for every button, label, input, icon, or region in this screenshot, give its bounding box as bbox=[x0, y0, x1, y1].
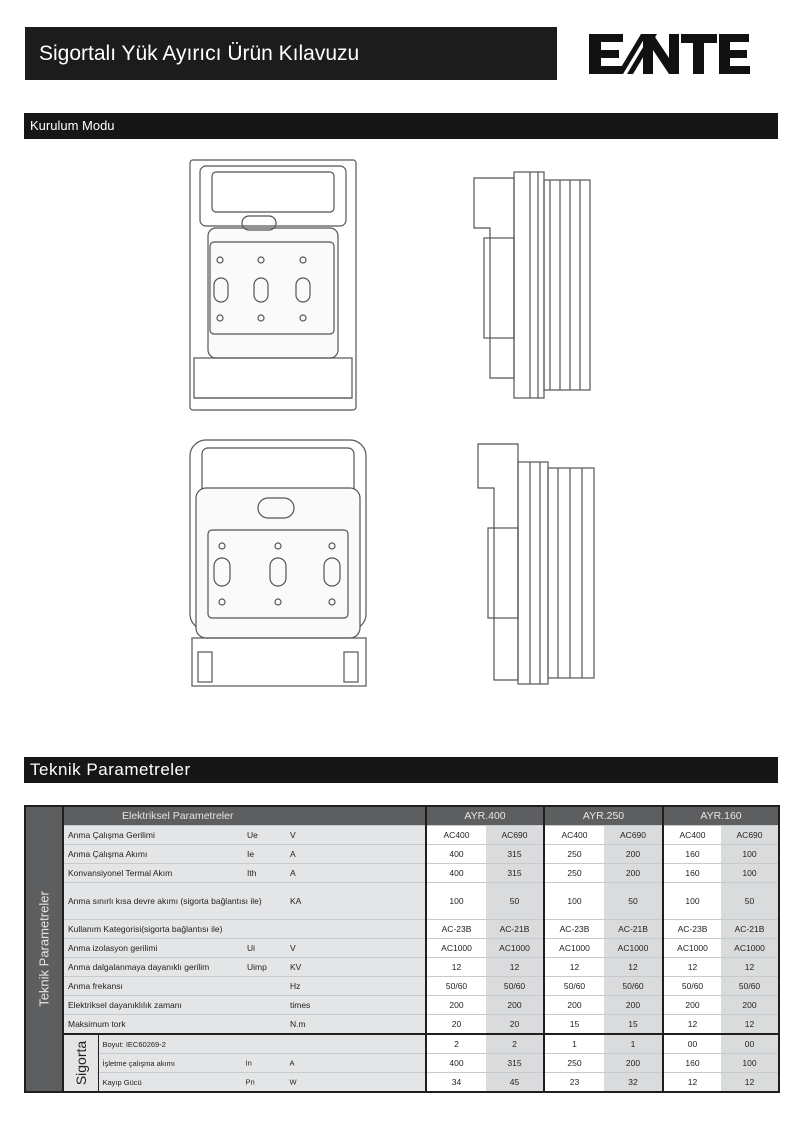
value-cell: 12 bbox=[663, 1073, 721, 1093]
value-cell: 32 bbox=[604, 1073, 663, 1093]
value-cell: AC1000 bbox=[663, 939, 721, 958]
param-cell bbox=[63, 996, 426, 1015]
side-title bbox=[25, 806, 63, 1092]
side-view-alt-drawing bbox=[474, 438, 598, 690]
value-cell: 50 bbox=[604, 883, 663, 920]
value-cell: AC-21B bbox=[604, 920, 663, 939]
value-cell: 12 bbox=[486, 958, 544, 977]
value-cell: 20 bbox=[426, 1015, 486, 1035]
param-symbol: Uimp bbox=[247, 962, 267, 972]
model-header: AYR.160 bbox=[663, 806, 779, 826]
table-header-row bbox=[25, 806, 779, 826]
value-cell: 160 bbox=[663, 845, 721, 864]
value-cell: 200 bbox=[604, 845, 663, 864]
value-cell: AC1000 bbox=[544, 939, 604, 958]
value-cell: 200 bbox=[486, 996, 544, 1015]
param-name: Boyut: IEC60269-2 bbox=[102, 1039, 166, 1049]
value-cell: 200 bbox=[721, 996, 779, 1015]
value-cell: 160 bbox=[663, 864, 721, 883]
param-unit: KV bbox=[290, 962, 302, 972]
param-symbol: Ui bbox=[247, 943, 256, 953]
value-cell: 12 bbox=[544, 958, 604, 977]
value-cell: 315 bbox=[486, 864, 544, 883]
fuse-title bbox=[63, 1034, 98, 1092]
value-cell: 12 bbox=[604, 958, 663, 977]
value-cell: 100 bbox=[721, 845, 779, 864]
value-cell: 1 bbox=[604, 1034, 663, 1054]
side-view-drawing bbox=[470, 168, 594, 404]
value-cell: 50 bbox=[486, 883, 544, 920]
value-cell: AC1000 bbox=[721, 939, 779, 958]
param-name: Elektriksel dayanıklılık zamanı bbox=[68, 999, 182, 1010]
param-unit: Hz bbox=[290, 981, 301, 991]
value-cell: 1 bbox=[544, 1034, 604, 1054]
param-symbol: Ie bbox=[247, 849, 255, 859]
value-cell: AC-21B bbox=[486, 920, 544, 939]
param-cell bbox=[63, 826, 426, 845]
side-title-text: Teknik Parametreler bbox=[36, 891, 52, 1007]
value-cell: 50/60 bbox=[544, 977, 604, 996]
value-cell: 00 bbox=[663, 1034, 721, 1054]
value-cell: 400 bbox=[426, 1054, 486, 1073]
value-cell: 15 bbox=[544, 1015, 604, 1035]
front-view-drawing bbox=[188, 158, 360, 414]
param-name: Anma Çalışma Gerilimi bbox=[68, 829, 155, 840]
param-name: Anma Çalışma Akımı bbox=[68, 848, 148, 859]
value-cell: 2 bbox=[486, 1034, 544, 1054]
value-cell: 12 bbox=[721, 1015, 779, 1035]
value-cell: 200 bbox=[604, 996, 663, 1015]
value-cell: 00 bbox=[721, 1034, 779, 1054]
table-row bbox=[25, 996, 779, 1015]
value-cell: AC1000 bbox=[486, 939, 544, 958]
value-cell: 20 bbox=[486, 1015, 544, 1035]
fuse-row bbox=[25, 1073, 779, 1093]
technical-parameters-table bbox=[24, 805, 780, 1093]
value-cell: AC400 bbox=[663, 826, 721, 845]
value-cell: 100 bbox=[663, 883, 721, 920]
param-name: Anma frekansı bbox=[68, 980, 123, 991]
value-cell: AC-23B bbox=[663, 920, 721, 939]
value-cell: 100 bbox=[721, 1054, 779, 1073]
value-cell: AC1000 bbox=[604, 939, 663, 958]
param-symbol: Ue bbox=[247, 830, 258, 840]
value-cell: 12 bbox=[663, 1015, 721, 1035]
param-cell bbox=[98, 1034, 426, 1054]
value-cell: 50/60 bbox=[426, 977, 486, 996]
value-cell: AC-23B bbox=[426, 920, 486, 939]
section-install-mode: Kurulum Modu bbox=[24, 113, 778, 139]
value-cell: AC690 bbox=[604, 826, 663, 845]
param-cell bbox=[63, 864, 426, 883]
param-cell bbox=[63, 845, 426, 864]
value-cell: 15 bbox=[604, 1015, 663, 1035]
param-cell bbox=[63, 939, 426, 958]
value-cell: 50/60 bbox=[604, 977, 663, 996]
param-unit: A bbox=[290, 868, 296, 878]
fuse-row bbox=[25, 1054, 779, 1073]
value-cell: AC-23B bbox=[544, 920, 604, 939]
document-title: Sigortalı Yük Ayırıcı Ürün Kılavuzu bbox=[25, 27, 557, 80]
param-name: İşletme çalışma akımı bbox=[102, 1058, 176, 1068]
value-cell: 250 bbox=[544, 864, 604, 883]
value-cell: AC690 bbox=[486, 826, 544, 845]
param-unit: times bbox=[290, 1000, 311, 1010]
model-header: AYR.400 bbox=[426, 806, 544, 826]
param-name: Konvansiyonel Termal Akım bbox=[68, 867, 173, 878]
param-unit: V bbox=[290, 830, 296, 840]
param-name: Kullanım Kategorisi(sigorta bağlantısı ile) bbox=[68, 923, 223, 934]
value-cell: AC-21B bbox=[721, 920, 779, 939]
value-cell: 34 bbox=[426, 1073, 486, 1093]
param-symbol: Pn bbox=[245, 1077, 255, 1087]
param-cell bbox=[63, 958, 426, 977]
value-cell: 50/60 bbox=[721, 977, 779, 996]
value-cell: 12 bbox=[426, 958, 486, 977]
param-name: Kayıp Gücü bbox=[102, 1077, 142, 1087]
value-cell: 400 bbox=[426, 845, 486, 864]
value-cell: 160 bbox=[663, 1054, 721, 1073]
front-view-alt-drawing bbox=[188, 438, 370, 690]
value-cell: 100 bbox=[544, 883, 604, 920]
value-cell: 12 bbox=[663, 958, 721, 977]
value-cell: 315 bbox=[486, 845, 544, 864]
table-row bbox=[25, 977, 779, 996]
fuse-row bbox=[25, 1034, 779, 1054]
value-cell: AC1000 bbox=[426, 939, 486, 958]
param-cell bbox=[63, 883, 426, 920]
value-cell: 200 bbox=[426, 996, 486, 1015]
param-unit: N.m bbox=[290, 1019, 306, 1029]
param-name: Maksimum tork bbox=[68, 1018, 126, 1029]
value-cell: AC400 bbox=[544, 826, 604, 845]
section-technical-parameters: Teknik Parametreler bbox=[24, 757, 778, 783]
value-cell: 100 bbox=[426, 883, 486, 920]
param-cell bbox=[63, 1015, 426, 1035]
table-row bbox=[25, 920, 779, 939]
value-cell: 200 bbox=[604, 864, 663, 883]
value-cell: 200 bbox=[663, 996, 721, 1015]
value-cell: 23 bbox=[544, 1073, 604, 1093]
param-unit: V bbox=[290, 943, 296, 953]
value-cell: 12 bbox=[721, 1073, 779, 1093]
entes-logo bbox=[587, 28, 765, 80]
param-header: Elektriksel Parametreler bbox=[63, 806, 426, 826]
value-cell: 250 bbox=[544, 845, 604, 864]
param-symbol: Ith bbox=[247, 868, 257, 878]
param-symbol: In bbox=[245, 1058, 252, 1068]
value-cell: 50/60 bbox=[486, 977, 544, 996]
table-row bbox=[25, 826, 779, 845]
param-unit: A bbox=[290, 849, 296, 859]
param-cell bbox=[63, 920, 426, 939]
value-cell: 250 bbox=[544, 1054, 604, 1073]
table-row bbox=[25, 958, 779, 977]
param-name: Anma sınırlı kısa devre akımı (sigorta bağlantısı ile) bbox=[68, 895, 262, 906]
value-cell: 200 bbox=[544, 996, 604, 1015]
model-header: AYR.250 bbox=[544, 806, 663, 826]
value-cell: 50/60 bbox=[663, 977, 721, 996]
value-cell: 2 bbox=[426, 1034, 486, 1054]
param-cell bbox=[98, 1073, 426, 1093]
param-name: Anma dalgalanmaya dayanıklı gerilim bbox=[68, 961, 210, 972]
param-unit: KA bbox=[290, 896, 302, 906]
param-cell bbox=[98, 1054, 426, 1073]
param-unit: A bbox=[289, 1058, 295, 1068]
param-unit: W bbox=[289, 1077, 297, 1087]
table-row bbox=[25, 1015, 779, 1035]
value-cell: 200 bbox=[604, 1054, 663, 1073]
value-cell: 12 bbox=[721, 958, 779, 977]
value-cell: 400 bbox=[426, 864, 486, 883]
value-cell: 100 bbox=[721, 864, 779, 883]
value-cell: 315 bbox=[486, 1054, 544, 1073]
table-row bbox=[25, 939, 779, 958]
value-cell: AC690 bbox=[721, 826, 779, 845]
value-cell: 50 bbox=[721, 883, 779, 920]
param-name: Anma izolasyon gerilimi bbox=[68, 942, 158, 953]
fuse-title-text: Sigorta bbox=[72, 1040, 89, 1086]
table-row bbox=[25, 845, 779, 864]
value-cell: AC400 bbox=[426, 826, 486, 845]
table-row bbox=[25, 864, 779, 883]
value-cell: 45 bbox=[486, 1073, 544, 1093]
table-row bbox=[25, 883, 779, 920]
param-cell bbox=[63, 977, 426, 996]
